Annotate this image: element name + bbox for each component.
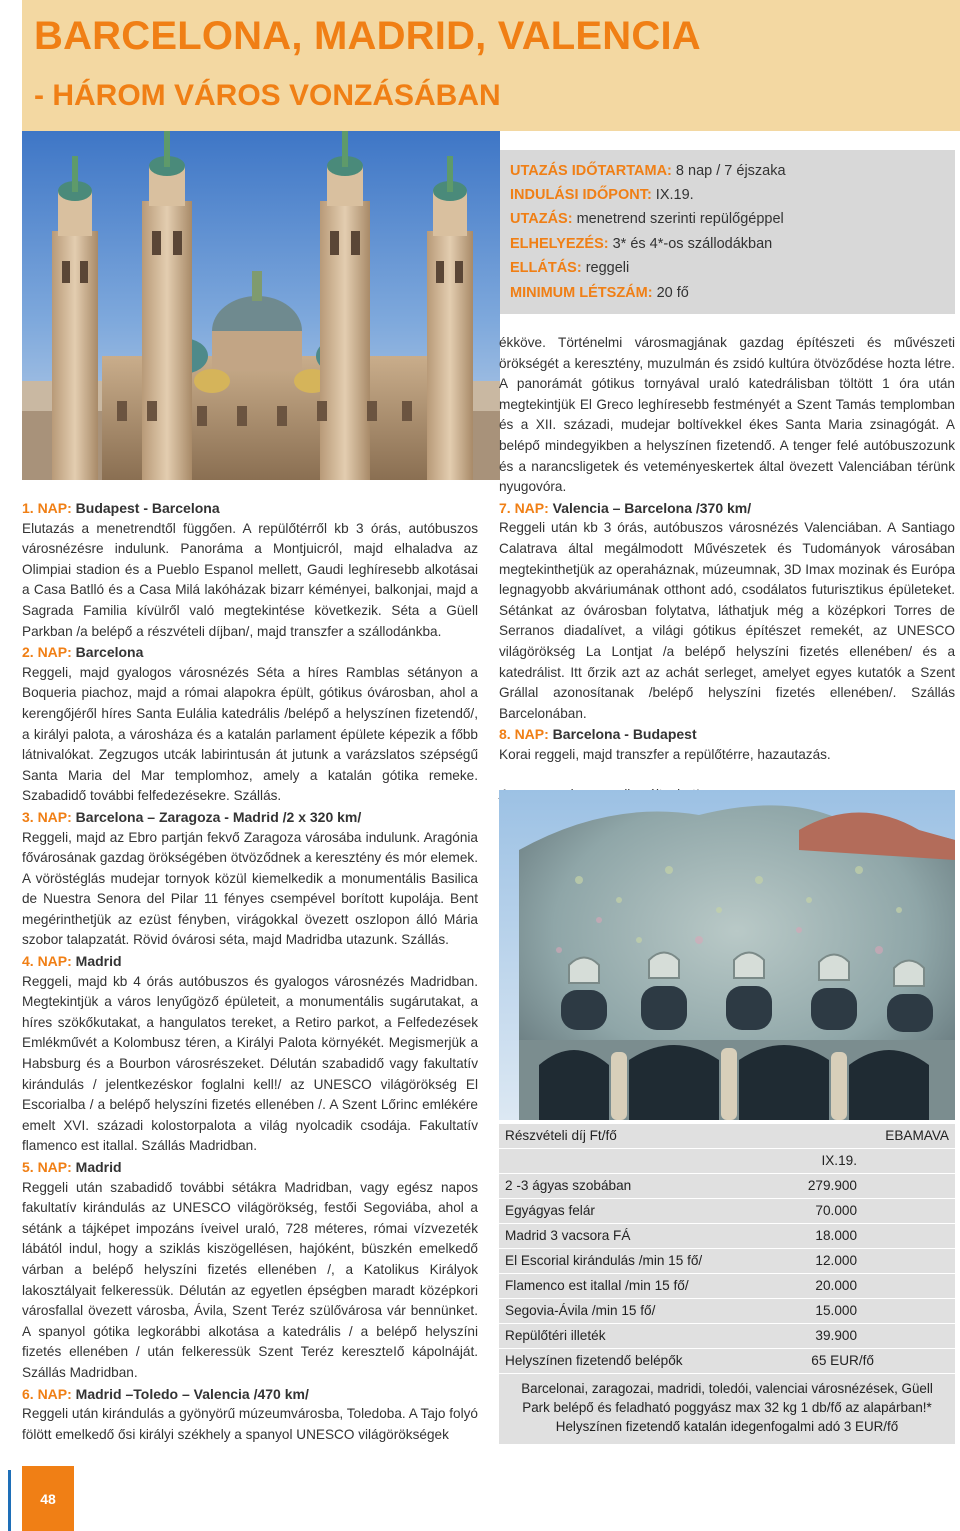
title-banner (22, 0, 960, 131)
day-4-heading: 4. NAP: Madrid (22, 953, 122, 970)
cathedral-photo (22, 131, 500, 480)
table-row: 2 -3 ágyas szobában 279.900 (499, 1174, 955, 1199)
price-date: IX.19. (821, 1153, 857, 1168)
price-table-date-row (499, 1149, 955, 1174)
day-2-text: Reggeli, majd gyalogos városnézés Séta a híres Ramblas sétányon a Boqueria piachoz, majd a római alapokra épült, gótikus óvárosban, ahol a kerengőjéről híres Santa Eulália katedrális /belépő a helyszínen fizetendő/, a királyi palota, a városháza és a katalán parlament épülete képezik a főbb látnivalókat. Zegzugos utcák labirintusán át jutunk a varázslatos szépségű Santa Maria del Mar templomhoz, amely a katalán gótika remeke. Szabadidő további felfedezésekre. Szállás. (22, 664, 478, 804)
table-row: Egyágyas felár 70.000 (499, 1199, 955, 1224)
day-5-text: Reggeli után szabadidő további sétákra Madridban, vagy egész napos fakultatív kirándulás az UNESCO világörökség, festői Segoviába, ahol a sétánk a tájképet impozáns íveivel uraló, 728 méteres, római vízvezeték lábától indul, hogy a sziklás kiszögellésen, hajóként, büszkén emelkedő várban a belépő helyszíni fizetés ellenében /, a Katolikus Királyok lakosztályait felkeressük. Délután az egyetlen épségben maradt középkori városfallal övezett városba, Ávila, Szent Teréz szülővárosa vár bennünket. A spanyol gótika legkorábbi alkotása a katedrális / a belépő helyszíni fizetés ellenében / után felkeressük Szent Teréz kereszteIő kápolnáját. Szállás Madridban. (22, 1179, 478, 1380)
day-1-heading: 1. NAP: Budapest - Barcelona (22, 500, 220, 516)
day-6-text: Reggeli után kirándulás a gyönyörű múzeumvárosba, Toledoba. A Tajo folyó fölött emelkedő ősi királyi székhely a spanyol UNESCO világörökségek (22, 1406, 478, 1442)
day-8-text: Korai reggeli, majd transzfer a repülőtérre, hazautazás. (499, 746, 831, 762)
day-3-text: Reggeli, majd az Ebro partján fekvő Zaragoza városába indulunk. Aragónia fővárosának gazdag örökségében ötvöződnek a keresztény és mór elemek. A vöröstéglás mudejar tornyok közül kiemelkedik a monumentális Basilica de Nuestra Senora del Pilar 11 fényes csempével borított kupolája. Bent megérinthetjük az ezüst fényben, virágokkal övezett oszlopon álló Mária szobor talapzatát. Rövid óvárosi séta, majd Madridba utazunk. Szállás. (22, 829, 478, 948)
price-table (499, 1124, 955, 1444)
day-7-heading: 7. NAP: Valencia – Barcelona /370 km/ (499, 499, 752, 516)
page-number: 48 (22, 1466, 74, 1531)
itinerary-right-column (499, 333, 955, 806)
price-table-header (499, 1124, 955, 1149)
day-1-text: Elutazás a menetrendtől függően. A repülőtérről kb 3 órás, autóbuszos városnézésre indulunk. Panoráma a Montjuicról, majd elhaladva az Olimpiai stadion és a Pueblo Espanol mellett, Gaudi leghíresebb alkotásai a Casa Batlló és a Casa Milá lakóházak bizarr kéményei, balkonjai, majd a Sagrada Familia kívülről való megtekintése következik. Séta a Güell Parkban /a belépő a részvételi díjban/, majd transzfer a szállodánkba. (22, 520, 478, 639)
table-row: Segovia-Ávila /min 15 fő/ 15.000 (499, 1299, 955, 1324)
info-board: ELLÁTÁS: reggeli (510, 260, 630, 276)
itinerary-left-column (22, 498, 478, 1445)
page-title: BARCELONA, MADRID, VALENCIA (34, 14, 701, 58)
table-row: Helyszínen fizetendő belépők 65 EUR/fő (499, 1349, 955, 1374)
table-row: Madrid 3 vacsora FÁ 18.000 (499, 1224, 955, 1249)
day-8-heading: 8. NAP: Barcelona - Budapest (499, 726, 697, 743)
price-header-code: EBAMAVA (885, 1128, 949, 1143)
page-subtitle: - HÁROM VÁROS VONZÁSÁBAN (34, 79, 501, 112)
day-5-heading: 5. NAP: Madrid (22, 1159, 122, 1175)
casa-batllo-photo (499, 790, 955, 1120)
day-7-text: Reggeli után kb 3 órás, autóbuszos városnézés Valenciában. A Santiago Calatrava által megálmodott Művészetek és Tudományok városában megtekinthetjük az operaháznak, múzeumnak, 3D Imax mozinak és Európa legnagyobb akváriumának otthont adó, csodálatos futurisztikus épületeket. Sétánkat az óvárosban folytatva, láthatjuk még a középkori Torres de Serranos diadalívet, a világi gótikus építészet remekét, az UNESCO világörökség La Lontjat /a belépő helyszíni fizetés ellenében/ és a katedrálist. Itt őrzik azt az achát serleget, amelyet egyes kutatók a Szent Grállal azonosítanak /belépő helyszíni fizetés ellenében/. Szállás Barcelonában. (499, 520, 955, 721)
day-6-heading: 6. NAP: Madrid –Toledo – Valencia /470 km/ (22, 1385, 309, 1402)
info-travel: UTAZÁS: menetrend szerinti repülőgéppel (510, 211, 784, 227)
table-row: Flamenco est itallal /min 15 fő/ 20.000 (499, 1274, 955, 1299)
info-duration: UTAZÁS IDŐTARTAMA: 8 nap / 7 éjszaka (510, 163, 786, 179)
day-4-text: Reggeli, majd kb 4 órás autóbuszos és gyalogos városnézés Madridban. Megtekintjük a város lenyűgöző épületeit, a monumentális sugárutakat, a híres szökőkutakat, a hangulatos tereket, a Retiro parkot, a Felfedezések Emlékművét a Kolombusz téren, a Királyi Palota környékét. Megismerjük a Habsburg és a Bourbon városrészeket. Délután szabadidő vagy fakultatív kirándulás / jelentkezéskor foglalni kell!/ az UNESCO világörökség El Escorialba / a belépő helyszíni fizetés ellenében /. A Szent Lőrinc emlékére emelt XVI. századi kolostorpalota a világ nyolcadik csodája. Fakultatív flamenco est itallal. Szállás Madridban. (22, 973, 478, 1154)
table-row: El Escorial kirándulás /min 15 fő/ 12.000 (499, 1249, 955, 1274)
info-departure: INDULÁSI IDŐPONT: IX.19. (510, 187, 694, 203)
price-header-label: Részvételi díj Ft/fő (505, 1128, 617, 1143)
day-6-text-continued: ékköve. Történelmi városmagjának gazdag építészeti és művészeti örökségét a keresztény, muzulmán és zsidó kultúra ötvöződése hozta létre. A panorámát gótikus tornyával uraló katedrálisban töltött 1 óra után megtekintjük El Greco leghíresebb festményét a Szent Tamás templomban és a XII. századi, mudejar boltívekkel ékes Santa Maria zsinagógát. A belépő mindegyikben a helyszínen fizetendő. A tenger felé autóbuszozunk és a narancsligetek és veteményeskertek által övezett Valenciában térünk nyugovóra. (499, 335, 955, 495)
info-accommodation: ELHELYEZÉS: 3* és 4*-os szállodákban (510, 236, 773, 252)
page-marker-line (8, 1470, 11, 1531)
day-2-heading: 2. NAP: Barcelona (22, 644, 144, 661)
day-3-heading: 3. NAP: Barcelona – Zaragoza - Madrid /2 x 320 km/ (22, 808, 362, 825)
price-table-footer: Barcelonai, zaragozai, madridi, toledói, valenciai városnézések, Güell Park belépő és feladható poggyász max 32 kg 1 db/fő az alapárban!* Helyszínen fizetendő katalán idegenfogalmi adó 3 EUR/fő (521, 1381, 933, 1434)
trip-info-box (500, 150, 955, 314)
info-min-group: MINIMUM LÉTSZÁM: 20 fő (510, 285, 689, 301)
table-row: Repülőtéri illeték 39.900 (499, 1324, 955, 1349)
